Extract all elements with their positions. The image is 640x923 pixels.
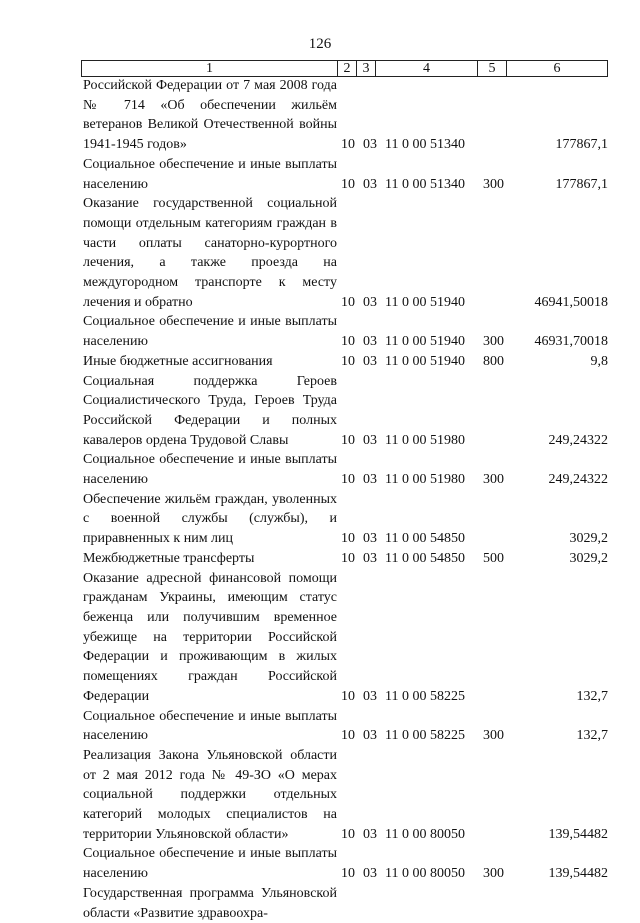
row-code-c3: 03 xyxy=(363,826,377,842)
header-col-2: 2 xyxy=(338,61,357,76)
row-code-c2: 10 xyxy=(341,176,355,192)
row-code-c3: 03 xyxy=(363,688,377,704)
row-name: Социальное обеспечение и иные выплаты населению xyxy=(83,846,337,882)
row-code-c2: 10 xyxy=(341,826,355,842)
table-row xyxy=(83,194,608,312)
row-code-c4: 11 0 00 80050 xyxy=(385,826,465,842)
row-code-c6: 249,24322 xyxy=(548,472,608,488)
row-code-c6: 3029,2 xyxy=(569,550,608,566)
row-code-c2: 10 xyxy=(341,531,355,547)
row-name: Государственная программа Ульяновской области «Развитие здравоохра- xyxy=(83,885,337,921)
row-code-c2: 10 xyxy=(341,353,355,369)
row-code-c4: 11 0 00 51340 xyxy=(385,137,465,153)
row-name: Социальное обеспечение и иные выплаты населению xyxy=(83,708,337,744)
table-row xyxy=(83,549,608,569)
row-name: Межбюджетные трансферты xyxy=(83,550,255,566)
row-code-c2: 10 xyxy=(341,728,355,744)
row-code-c2: 10 xyxy=(341,472,355,488)
row-code-c2: 10 xyxy=(341,334,355,350)
table-row xyxy=(83,372,608,451)
row-code-c6: 177867,1 xyxy=(555,176,608,192)
row-name: Обеспечение жильём граждан, уволенных с военной службы (службы), и приравненных к ним лиц xyxy=(83,491,337,547)
row-name: Российской Федерации от 7 мая 2008 года № 714 «Об обеспечении жильём ветеранов Великой Отечественной войны 1941-1945 годов» xyxy=(83,78,337,153)
row-name: Социальное обеспечение и иные выплаты населению xyxy=(83,156,337,192)
table-row xyxy=(83,490,608,549)
header-col-4: 4 xyxy=(376,61,478,76)
row-code-c4: 11 0 00 51940 xyxy=(385,334,465,350)
row-code-c6: 46931,70018 xyxy=(534,334,608,350)
row-code-c6: 46941,50018 xyxy=(534,294,608,310)
row-code-c4: 11 0 00 51340 xyxy=(385,176,465,192)
row-code-c3: 03 xyxy=(363,728,377,744)
table-header xyxy=(81,60,608,77)
table-row xyxy=(83,707,608,746)
table-row xyxy=(83,450,608,489)
row-code-c3: 03 xyxy=(363,353,377,369)
header-col-3: 3 xyxy=(357,61,376,76)
row-code-c2: 10 xyxy=(341,550,355,566)
row-code-c6: 139,54482 xyxy=(548,866,608,882)
header-col-1: 1 xyxy=(82,61,338,76)
table-row xyxy=(83,155,608,194)
page-number: 126 xyxy=(308,36,332,52)
row-code-c5: 300 xyxy=(483,176,504,192)
row-code-c6: 132,7 xyxy=(576,728,608,744)
row-code-c3: 03 xyxy=(363,334,377,350)
row-name: Социальная поддержка Героев Социалистического Труда, Героев Труда Российской Федерации и полных кавалеров ордена Трудовой Славы xyxy=(83,373,337,448)
row-code-c4: 11 0 00 51940 xyxy=(385,353,465,369)
row-name: Оказание адресной финансовой помощи гражданам Украины, имеющим статус беженца или получившим временное убежище на территории Российской Федерации и проживающим в жилых помещениях граждан Российской Федерации xyxy=(83,570,337,704)
row-code-c6: 132,7 xyxy=(576,688,608,704)
row-code-c3: 03 xyxy=(363,550,377,566)
row-code-c5: 300 xyxy=(483,728,504,744)
header-col-6: 6 xyxy=(553,61,561,76)
row-code-c3: 03 xyxy=(363,294,377,310)
row-code-c3: 03 xyxy=(363,531,377,547)
row-code-c3: 03 xyxy=(363,432,377,448)
row-code-c6: 249,24322 xyxy=(548,432,608,448)
row-code-c5: 500 xyxy=(483,550,504,566)
row-code-c2: 10 xyxy=(341,866,355,882)
row-code-c4: 11 0 00 58225 xyxy=(385,688,465,704)
row-code-c4: 11 0 00 54850 xyxy=(385,550,465,566)
row-code-c2: 10 xyxy=(341,294,355,310)
row-code-c4: 11 0 00 51980 xyxy=(385,432,465,448)
table-body xyxy=(83,76,608,923)
row-code-c3: 03 xyxy=(363,866,377,882)
row-code-c6: 177867,1 xyxy=(555,137,608,153)
row-code-c3: 03 xyxy=(363,176,377,192)
row-code-c4: 11 0 00 80050 xyxy=(385,866,465,882)
row-code-c2: 10 xyxy=(341,688,355,704)
row-code-c6: 9,8 xyxy=(590,353,608,369)
row-code-c2: 10 xyxy=(341,137,355,153)
table-row xyxy=(83,352,608,372)
row-name: Иные бюджетные ассигнования xyxy=(83,353,273,369)
row-code-c5: 800 xyxy=(483,353,504,369)
row-code-c5: 300 xyxy=(483,334,504,350)
row-code-c3: 03 xyxy=(363,472,377,488)
table-row xyxy=(83,884,608,923)
row-code-c3: 03 xyxy=(363,137,377,153)
row-code-c5: 300 xyxy=(483,866,504,882)
row-code-c4: 11 0 00 58225 xyxy=(385,728,465,744)
table-row xyxy=(83,569,608,707)
row-code-c6: 139,54482 xyxy=(548,826,608,842)
header-col-5: 5 xyxy=(478,61,507,76)
row-code-c2: 10 xyxy=(341,432,355,448)
row-name: Реализация Закона Ульяновской области от 2 мая 2012 года № 49-ЗО «О мерах социальной поддержки отдельных категорий молодых специалистов на территории Ульяновской области» xyxy=(83,747,337,842)
table-row xyxy=(83,76,608,155)
table-row xyxy=(83,312,608,351)
table-row xyxy=(83,746,608,845)
row-code-c6: 3029,2 xyxy=(569,531,608,547)
row-code-c4: 11 0 00 54850 xyxy=(385,531,465,547)
row-name: Социальное обеспечение и иные выплаты населению xyxy=(83,452,337,488)
row-name: Социальное обеспечение и иные выплаты населению xyxy=(83,314,337,350)
row-code-c5: 300 xyxy=(483,472,504,488)
row-name: Оказание государственной социальной помощи отдельным категориям граждан в части оплаты санаторно-курортного лечения, а также проезда на междугородном транспорте к месту лечения и обратно xyxy=(83,196,337,310)
table-row xyxy=(83,844,608,883)
row-code-c4: 11 0 00 51940 xyxy=(385,294,465,310)
row-code-c4: 11 0 00 51980 xyxy=(385,472,465,488)
